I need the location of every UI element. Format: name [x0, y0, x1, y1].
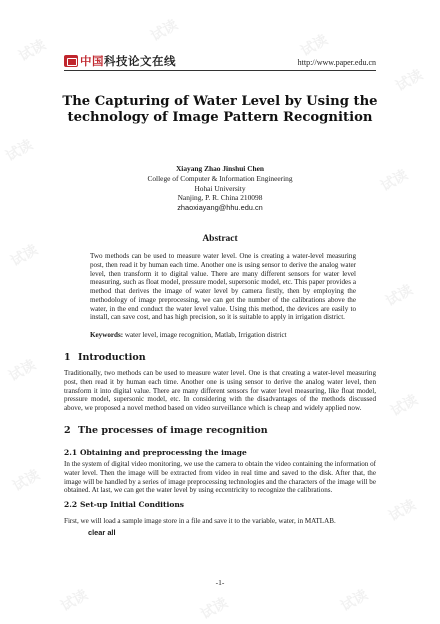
section-number: 1 — [64, 352, 71, 363]
setup-paragraph: First, we will load a sample image store in a file and save it to the variable, water, in MATLAB. — [64, 517, 336, 525]
subsection-title: Set-up Initial Conditions — [80, 500, 185, 509]
author-block — [40, 164, 400, 213]
watermark: 试读 — [58, 586, 91, 615]
watermark: 试读 — [10, 466, 43, 495]
watermark: 试读 — [148, 16, 181, 45]
page-number: -1- — [215, 578, 225, 587]
subsection-heading-obtaining — [64, 448, 247, 457]
watermark: 试读 — [6, 356, 39, 385]
section-title: Introduction — [78, 352, 146, 363]
subsection-title: Obtaining and preprocessing the image — [80, 448, 247, 457]
paper-title: The Capturing of Water Level by Using the technology of Image Pattern Recognition — [62, 94, 378, 125]
keywords-line — [90, 331, 356, 339]
abstract-body: Two methods can be used to measure water level. One is creating a water-level measuring post, then read it by human each time. Another one is using sensor to derive the analog water level, then transform it to digital value. There are many different sensors for water level measuring, such as float model, pressure model, supersonic model, etc. This paper provides a method that derives the image of water level by camera firstly, then by employing the methodology of image preprocessing, we can get the number of the calibrations above the water, in the end conduct the water level value. Using this method, the devices are easily to install, can save cost, and has high precision, so it is suitable to apply in irrigation district. — [90, 252, 356, 322]
abstract-heading: Abstract — [202, 234, 238, 244]
subsection-number: 2.1 — [64, 448, 78, 457]
watermark: 试读 — [16, 36, 49, 65]
code-line: clear all — [88, 528, 116, 537]
obtaining-paragraph: In the system of digital video monitoring, we use the camera to obtain the video containing the information of water level. Then the image will be extracted from video in real time and saved to the disk. After that, the image will be handled by a series of image preprocessing technologies and the characters of the image will be obtained. At last, we can get the water level by using eccentricity to recognize the calibrations. — [64, 460, 376, 495]
site-logo — [64, 54, 176, 68]
header-url[interactable]: http://www.paper.edu.cn — [297, 58, 376, 67]
logo-text-part2: 科技论文在线 — [104, 54, 176, 68]
introduction-paragraph: Traditionally, two methods can be used to measure water level. One is that creating a water-level measuring post, then read it by human each time. Another one is using sensor to derive the analog water level, then transform it into digital value. There are many different sensors for water level measuring, like float model, pressure model, supersonic model, etc. In considering with the disadvantages of the methods discussed above, we proposed a novel method based on video surveillance which is cheap and widely applied now. — [64, 369, 376, 412]
watermark: 试读 — [386, 496, 419, 525]
watermark: 试读 — [198, 594, 231, 623]
section-title: The processes of image recognition — [78, 425, 268, 436]
subsection-heading-setup — [64, 500, 184, 509]
watermark: 试读 — [3, 136, 36, 165]
watermark: 试读 — [378, 166, 411, 195]
watermark: 试读 — [393, 66, 426, 95]
watermark: 试读 — [383, 281, 416, 310]
section-number: 2 — [64, 425, 71, 436]
keywords-text: water level, image recognition, Matlab, Irrigation district — [123, 331, 287, 339]
subsection-number: 2.2 — [64, 500, 78, 509]
header-divider — [64, 70, 376, 71]
watermark: 试读 — [8, 241, 41, 270]
keywords-label: Keywords: — [90, 331, 124, 339]
author-location: Nanjing, P. R. China 210098 — [177, 193, 263, 203]
section-heading-image-recognition — [64, 425, 268, 436]
watermark: 试读 — [338, 586, 371, 615]
author-affiliation: College of Computer & Information Engineering — [147, 173, 293, 183]
author-university: Hohai University — [194, 183, 246, 193]
watermark: 试读 — [388, 391, 421, 420]
watermark: 试读 — [298, 31, 331, 60]
author-names: Xiayang Zhao Jinshui Chen — [175, 164, 265, 173]
author-email[interactable]: zhaoxiayang@hhu.edu.cn — [177, 203, 263, 213]
section-heading-introduction — [64, 352, 146, 363]
logo-emblem-icon — [64, 55, 78, 67]
logo-text-part1: 中国 — [80, 54, 104, 68]
page-header — [64, 52, 376, 72]
